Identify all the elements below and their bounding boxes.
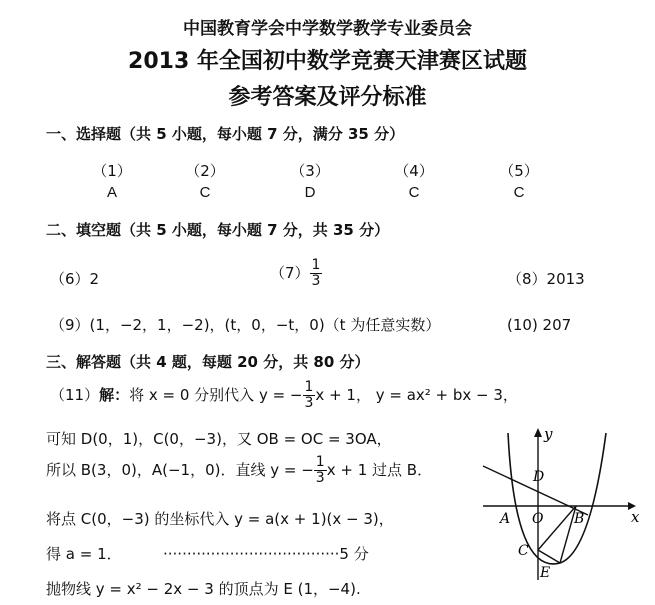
section2-title: 二、填空题（共 5 小题，每小题 7 分，共 35 分） <box>46 221 390 239</box>
answer-number: （5） <box>499 162 539 180</box>
fill-answer-7 <box>270 258 322 289</box>
header-line-2: 2013 年全国初中数学竞赛天津赛区试题 <box>128 49 527 74</box>
fraction-denominator: 3 <box>304 395 314 411</box>
fraction <box>310 258 323 289</box>
solution-text: 所以 B(3，0)，A(−1，0)．直线 y = − <box>46 461 314 479</box>
y-axis-arrow <box>534 428 542 437</box>
label-x: x <box>631 508 640 526</box>
fill-answer-9: （9）(1，−2，1，−2)，(t，0，−t，0)（t 为任意实数） <box>50 316 441 334</box>
solution-line-4: 将点 C(0，−3) 的坐标代入 y = a(x + 1)(x − 3)， <box>46 510 394 528</box>
fill-answer-8: （8）2013 <box>507 270 585 288</box>
section1-title: 一、选择题（共 5 小题，每小题 7 分，满分 35 分） <box>46 125 405 143</box>
fill-answer-6: （6）2 <box>50 270 100 288</box>
fraction-numerator: 1 <box>311 257 321 273</box>
label-B: B <box>574 511 585 527</box>
label-A: A <box>500 511 511 527</box>
solution-line-6: 抛物线 y = x² − 2x − 3 的顶点为 E (1，−4). <box>46 580 361 598</box>
answer-number: （1） <box>92 162 132 180</box>
answer-number: （2） <box>185 162 225 180</box>
solution-line-5: 得 a = 1． <box>46 545 122 563</box>
solution-line-3 <box>46 455 432 486</box>
fraction-denominator: 3 <box>315 470 325 486</box>
answer-value: A <box>106 184 117 201</box>
label-E: E <box>540 565 551 581</box>
fill-answer-10: (10) 207 <box>507 316 572 334</box>
parabola-figure <box>478 425 648 585</box>
answer-value: D <box>304 184 316 201</box>
label-C: C <box>518 543 529 559</box>
solution-text: x + 1 过点 B． <box>326 461 433 479</box>
solution-label: 解： <box>99 386 130 404</box>
label-y: y <box>544 425 553 443</box>
solution-text: x + 1， y = ax² + bx − 3， <box>315 386 518 404</box>
fraction <box>314 455 327 486</box>
answer-number: （4） <box>394 162 434 180</box>
header-line-1: 中国教育学会中学数学教学专业委员会 <box>183 19 472 39</box>
answer-value: C <box>513 184 525 201</box>
answer-number: （3） <box>290 162 330 180</box>
fraction-numerator: 1 <box>315 454 325 470</box>
fraction-denominator: 3 <box>311 273 321 289</box>
fraction-numerator: 1 <box>304 379 314 395</box>
solution-text: 将 x = 0 分别代入 y = − <box>129 386 303 404</box>
section3-title: 三、解答题（共 4 题，每题 20 分，共 80 分） <box>46 353 370 371</box>
fill-answer-7-label: （7） <box>270 264 310 282</box>
score-marker: ·····································5 分 <box>163 545 369 563</box>
label-D: D <box>533 469 545 485</box>
answer-value: C <box>199 184 211 201</box>
fraction <box>303 380 316 411</box>
header-line-3: 参考答案及评分标准 <box>228 85 427 110</box>
problem-number: （11） <box>50 386 100 404</box>
solution-line-2: 可知 D(0，1)，C(0，−3)，又 OB = OC = 3OA， <box>46 430 392 448</box>
label-O: O <box>532 511 544 527</box>
answer-value: C <box>408 184 420 201</box>
solution-line-1 <box>50 380 518 411</box>
